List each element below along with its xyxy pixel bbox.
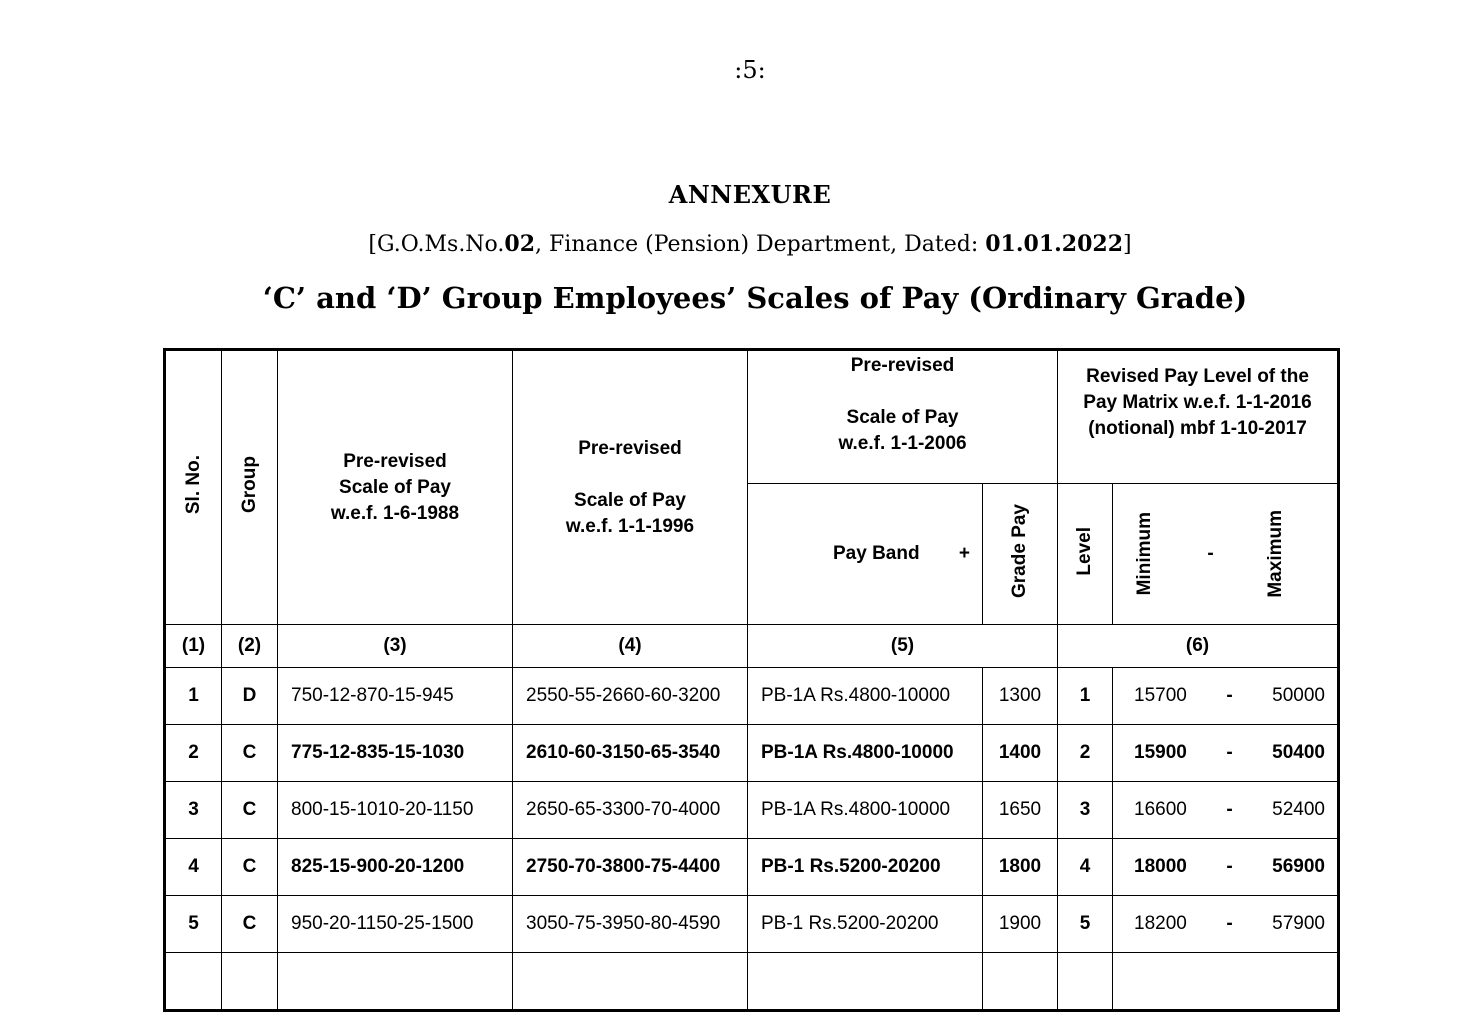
row-sl-no: 4	[165, 839, 222, 896]
header-grade-pay	[983, 484, 1058, 625]
header-revised-level	[1058, 350, 1339, 484]
table-row	[165, 725, 1339, 782]
col-num-1: (1)	[165, 625, 222, 668]
header-grade-pay-label: Grade Pay	[1009, 504, 1030, 598]
col-num-2: (2)	[222, 625, 278, 668]
row-maximum: 50000	[1272, 685, 1325, 706]
row-pay-band: PB-1A Rs.4800-10000	[748, 782, 983, 839]
order-number: 02	[504, 231, 536, 257]
col-num-3: (3)	[278, 625, 513, 668]
row-group: C	[222, 896, 278, 953]
row-scale-1988: 825-15-900-20-1200	[278, 839, 513, 896]
row-min-max	[1113, 668, 1339, 725]
annexure-heading: ANNEXURE	[668, 180, 832, 209]
order-prefix: [G.O.Ms.No.	[368, 232, 505, 257]
order-date: 01.01.2022	[985, 231, 1124, 257]
row-level: 1	[1058, 668, 1113, 725]
row-minimum: 15700	[1134, 685, 1187, 706]
header-maximum-label: Maximum	[1265, 510, 1286, 598]
row-grade-pay: 1300	[983, 668, 1058, 725]
row-pay-band: PB-1 Rs.5200-20200	[748, 839, 983, 896]
header-scale-1996-line1: Pre-revised	[578, 437, 682, 459]
row-scale-1988: 950-20-1150-25-1500	[278, 896, 513, 953]
pay-scale-table	[163, 348, 1340, 1012]
header-group	[222, 350, 278, 625]
row-level: 2	[1058, 725, 1113, 782]
row-dash: -	[1226, 913, 1233, 934]
header-revised-line2: Pay Matrix w.e.f. 1-1-2016	[1083, 392, 1312, 413]
header-scale-1996	[513, 350, 748, 625]
row-level: 5	[1058, 896, 1113, 953]
row-sl-no: 1	[165, 668, 222, 725]
header-min-max	[1113, 484, 1339, 625]
row-grade-pay: 1800	[983, 839, 1058, 896]
header-group-label: Group	[238, 456, 260, 513]
row-sl-no: 3	[165, 782, 222, 839]
header-scale-1988-line3: w.e.f. 1-6-1988	[330, 502, 460, 524]
header-level	[1058, 484, 1113, 625]
row-scale-1996: 2750-70-3800-75-4400	[513, 839, 748, 896]
row-dash: -	[1226, 799, 1233, 820]
header-pay-band	[748, 484, 983, 625]
page-number: :5:	[734, 56, 766, 84]
row-dash: -	[1226, 742, 1233, 763]
row-maximum: 57900	[1272, 913, 1325, 934]
header-level-label: Level	[1074, 526, 1096, 576]
row-minimum: 15900	[1134, 742, 1187, 763]
header-plus-sign: +	[958, 543, 970, 564]
row-maximum: 56900	[1272, 856, 1325, 877]
table-row	[165, 839, 1339, 896]
table-row-partial	[165, 953, 1339, 1011]
order-middle: , Finance (Pension) Department, Dated:	[535, 232, 986, 257]
row-group: D	[222, 668, 278, 725]
row-minimum: 18200	[1134, 913, 1187, 934]
header-pay-band-label: Pay Band	[833, 543, 920, 564]
row-maximum: 52400	[1272, 799, 1325, 820]
row-pay-band: PB-1A Rs.4800-10000	[748, 668, 983, 725]
header-row-1	[165, 350, 1339, 484]
row-min-max	[1113, 782, 1339, 839]
col-num-4: (4)	[513, 625, 748, 668]
row-scale-1996: 2550-55-2660-60-3200	[513, 668, 748, 725]
header-scale-1996-line2: Scale of Pay	[574, 489, 686, 511]
header-dash: -	[1207, 542, 1214, 564]
header-minimum-label: Minimum	[1134, 512, 1156, 596]
table-row	[165, 782, 1339, 839]
col-num-6: (6)	[1058, 625, 1339, 668]
table-row	[165, 668, 1339, 725]
row-min-max	[1113, 839, 1339, 896]
header-scale-2006	[748, 350, 1058, 484]
header-scale-1988	[278, 350, 513, 625]
header-sl-no-label: Sl. No.	[182, 454, 204, 515]
header-scale-1996-line3: w.e.f. 1-1-1996	[565, 515, 695, 537]
header-revised-line3: (notional) mbf 1-10-2017	[1088, 418, 1307, 439]
table-title: ‘C’ and ‘D’ Group Employees’ Scales of Pay (Ordinary Grade)	[262, 281, 1248, 315]
row-level: 4	[1058, 839, 1113, 896]
row-minimum: 18000	[1134, 856, 1187, 877]
row-scale-1996: 3050-75-3950-80-4590	[513, 896, 748, 953]
col-num-5: (5)	[748, 625, 1058, 668]
row-sl-no: 2	[165, 725, 222, 782]
order-suffix: ]	[1123, 232, 1132, 257]
row-min-max	[1113, 725, 1339, 782]
row-scale-1996: 2650-65-3300-70-4000	[513, 782, 748, 839]
row-scale-1988: 750-12-870-15-945	[278, 668, 513, 725]
row-group: C	[222, 782, 278, 839]
row-minimum: 16600	[1134, 799, 1187, 820]
header-scale-2006-line3: w.e.f. 1-1-2006	[838, 433, 967, 454]
column-number-row	[165, 625, 1339, 668]
row-grade-pay: 1400	[983, 725, 1058, 782]
header-scale-2006-line2: Scale of Pay	[846, 407, 959, 428]
row-scale-1988: 800-15-1010-20-1150	[278, 782, 513, 839]
row-group: C	[222, 725, 278, 782]
header-scale-1988-line1: Pre-revised	[343, 450, 447, 472]
row-maximum: 50400	[1272, 742, 1325, 763]
row-level: 3	[1058, 782, 1113, 839]
header-scale-1988-line2: Scale of Pay	[339, 476, 451, 498]
header-sl-no	[165, 350, 222, 625]
row-group: C	[222, 839, 278, 896]
row-grade-pay: 1900	[983, 896, 1058, 953]
row-scale-1996: 2610-60-3150-65-3540	[513, 725, 748, 782]
row-pay-band: PB-1A Rs.4800-10000	[748, 725, 983, 782]
header-scale-2006-line1: Pre-revised	[850, 355, 955, 376]
row-dash: -	[1226, 856, 1233, 877]
row-grade-pay: 1650	[983, 782, 1058, 839]
row-pay-band: PB-1 Rs.5200-20200	[748, 896, 983, 953]
order-reference	[0, 231, 1482, 257]
row-scale-1988: 775-12-835-15-1030	[278, 725, 513, 782]
header-revised-line1: Revised Pay Level of the	[1086, 366, 1309, 387]
row-sl-no: 5	[165, 896, 222, 953]
row-dash: -	[1226, 685, 1233, 706]
table-row	[165, 896, 1339, 953]
row-min-max	[1113, 896, 1339, 953]
